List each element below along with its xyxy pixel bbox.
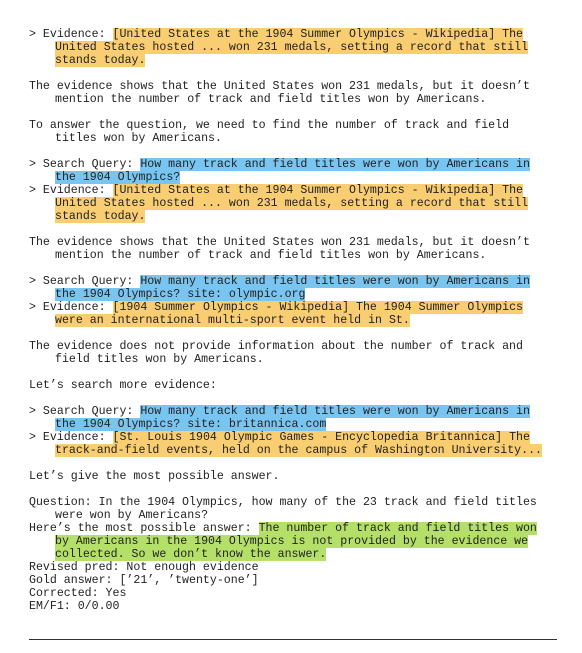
reasoning-paragraph: Let’s give the most possible answer.: [29, 470, 280, 483]
reasoning-paragraph: The evidence shows that the United States won 231 medals, but it doesn’t mention the number of track and field titles won by Americans.: [29, 80, 530, 106]
evidence-text: [United States at the 1904 Summer Olympics - Wikipedia] The United States hosted ... won 231 medals, setting a record that still stands today.: [55, 184, 529, 223]
evidence-line-2: > Evidence: [United States at the 1904 Summer Olympics - Wikipedia] The United States hosted ... won 231 medals, setting a record that still stands today.: [29, 184, 529, 223]
search-query-line: > Search Query: How many track and field titles were won by Americans in the 1904 Olympics? site: olympic.org: [29, 275, 530, 301]
question-line: Question: In the 1904 Olympics, how many of the 23 track and field titles were won by Americans?: [29, 496, 537, 522]
reasoning-paragraph: The evidence shows that the United States won 231 medals, but it doesn’t mention the number of track and field titles won by Americans.: [29, 236, 530, 262]
bottom-rule: [29, 639, 557, 640]
evidence-text: [United States at the 1904 Summer Olympics - Wikipedia] The United States hosted ... won 231 medals, setting a record that still stands today.: [55, 28, 529, 67]
evidence-line-4: > Evidence: [St. Louis 1904 Olympic Games - Encyclopedia Britannica] The track-and-field events, held on the campus of Washington University...: [29, 431, 543, 457]
evidence-text: [1904 Summer Olympics - Wikipedia] The 1904 Summer Olympics were an international multi-sport event held in St.: [55, 301, 523, 327]
answer-line: Here’s the most possible answer: The number of track and field titles won by Americans in the 1904 Olympics is not provided by the evidence we collected. So we don’t know the answer.: [29, 522, 537, 561]
evidence-line-3: > Evidence: [1904 Summer Olympics - Wikipedia] The 1904 Summer Olympics were an international multi-sport event held in St.: [29, 301, 523, 327]
search-query-text: How many track and field titles were won by Americans in the 1904 Olympics? site: olympic.org: [55, 275, 530, 301]
search-query-line: > Search Query: How many track and field titles were won by Americans in the 1904 Olympics?: [29, 158, 530, 184]
corrected-status: Corrected: Yes: [29, 587, 127, 600]
em-f1-score: EM/F1: 0/0.00: [29, 600, 120, 613]
revised-pred: Revised pred: Not enough evidence: [29, 561, 259, 574]
search-query-text: How many track and field titles were won by Americans in the 1904 Olympics?: [55, 158, 530, 184]
gold-answer: Gold answer: [’21’, ’twenty-one’]: [29, 574, 259, 587]
transcript: [29, 28, 557, 613]
evidence-text: [St. Louis 1904 Olympic Games - Encyclopedia Britannica] The track-and-field events, held on the campus of Washington University...: [55, 431, 543, 457]
evidence-line-1: > Evidence: [United States at the 1904 Summer Olympics - Wikipedia] The United States hosted ... won 231 medals, setting a record that still stands today.: [29, 28, 529, 67]
answer-text: The number of track and field titles won by Americans in the 1904 Olympics is not provided by the evidence we collected. So we don’t know the answer.: [55, 522, 537, 561]
reasoning-paragraph: The evidence does not provide information about the number of track and field titles won by Americans.: [29, 340, 523, 366]
reasoning-paragraph: Let’s search more evidence:: [29, 379, 217, 392]
reasoning-paragraph: To answer the question, we need to find the number of track and field titles won by Americans.: [29, 119, 510, 145]
search-query-text: How many track and field titles were won by Americans in the 1904 Olympics? site: britannica.com: [55, 405, 530, 431]
search-query-line: > Search Query: How many track and field titles were won by Americans in the 1904 Olympics? site: britannica.com: [29, 405, 530, 431]
